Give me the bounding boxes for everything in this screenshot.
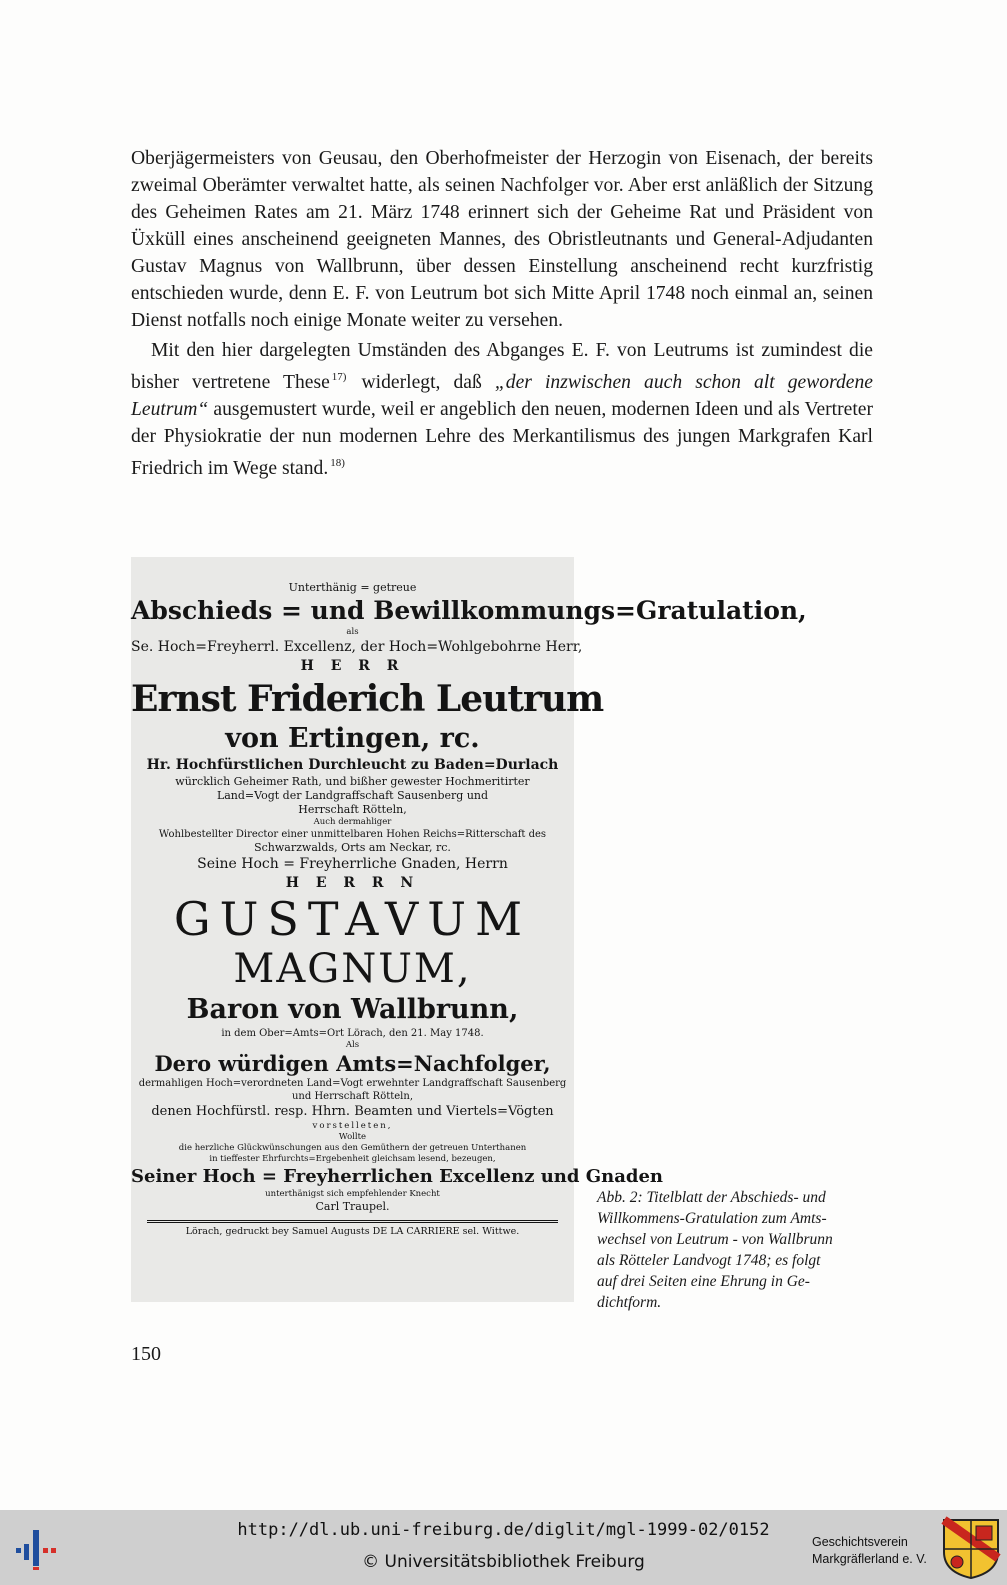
italic-quote: „der inzwischen auch schon alt gewordene Leutrum“ <box>131 372 873 420</box>
caption-line: dichtform. <box>597 1294 662 1311</box>
figure-line: und Herrschaft Rötteln, <box>291 1091 413 1102</box>
figure-line: denen Hochfürstl. resp. Hhrn. Beamten und Viertels=Vögten <box>151 1104 554 1119</box>
caption-line: wechsel von Leutrum - von Wallbrunn <box>597 1231 833 1248</box>
figure-line: die herzliche Glückwünschungen aus den Gemüthern der getreuen Unterthanen <box>178 1143 527 1153</box>
caption-line: auf drei Seiten eine Ehrung in Ge- <box>597 1273 810 1290</box>
figure-line: Se. Hoch=Freyherrl. Excellenz, der Hoch=Wohlgebohrne Herr, <box>131 639 583 655</box>
society-line-2: Markgräflerland e. V. <box>812 1552 927 1566</box>
page-number: 150 <box>131 1343 161 1365</box>
footer-bar <box>0 1510 1007 1585</box>
paragraph-2-part-c: ausgemustert wurde, weil er angeblich den neuen, modernen Ideen und als Vertreter der Physiokratie der nun modernen Lehre des Merkantilismus des jungen Markgrafen Karl Friedrich im Wege stand. <box>131 399 873 479</box>
coat-of-arms-icon <box>942 1518 1000 1580</box>
figure-line: GUSTAVUM <box>173 892 532 946</box>
paragraph-2-part-a: Mit den hier dargelegten Umständen des Abganges E. F. von Leutrums ist zumindest die bisher vertretene These <box>131 340 873 393</box>
figure-line: als <box>346 627 359 637</box>
figure-line: von Ertingen, rc. <box>225 723 480 754</box>
figure-line: Carl Traupel. <box>315 1200 390 1213</box>
figure-line: Seiner Hoch = Freyherrlichen Excellenz und Gnaden <box>131 1166 663 1187</box>
figure-line: Ernst Friderich Leutrum <box>131 678 604 720</box>
figure-line: vorstelleten, <box>312 1121 393 1131</box>
figure-line: Auch dermahliger <box>313 817 392 827</box>
figure-line: würcklich Geheimer Rath, und bißher gewester Hochmeritirter <box>175 775 530 788</box>
figure-line: Hr. Hochfürstlichen Durchleucht zu Baden=Durlach <box>146 757 559 773</box>
figure-line: unterthänigst sich empfehlender Knecht <box>265 1189 440 1199</box>
figure-line: H E R R N <box>285 875 420 891</box>
figure-line: H E R R <box>300 658 405 674</box>
figure-line: Wohlbestellter Director einer unmittelbaren Hohen Reichs=Ritterschaft des <box>158 829 547 840</box>
figure-line: Dero würdigen Amts=Nachfolger, <box>154 1051 551 1076</box>
figure-line: in tieffester Ehrfurchts=Ergebenheit gleichsam lesend, bezeugen, <box>209 1154 496 1164</box>
figure-caption <box>597 1187 873 1313</box>
figure-line: Baron von Wallbrunn, <box>186 994 519 1025</box>
figure-line: Unterthänig = getreue <box>288 581 417 594</box>
source-url[interactable]: http://dl.ub.uni-freiburg.de/diglit/mgl-1999-02/0152 <box>237 1520 770 1540</box>
footnote-ref-18: 18) <box>330 457 345 469</box>
figure-line: Als <box>345 1040 360 1050</box>
paragraph-2 <box>131 337 873 482</box>
copyright-notice: © Universitätsbibliothek Freiburg <box>362 1552 645 1572</box>
figure-rule <box>147 1220 558 1223</box>
society-line-1: Geschichtsverein <box>812 1535 908 1549</box>
paragraph-1: Oberjägermeisters von Geusau, den Oberhofmeister der Herzogin von Eisenach, der bereits zweimal Oberämter verwaltet hatte, als seinen Nachfolger vor. Aber erst anläßlich der Sitzung des Geheimen Rates am 21. März 1748 erinnert sich der Geheime Rat und Präsident von Üxküll eines anscheinend geeigneten Mannes, des Obristleutnants und General-Adjudanten Gustav Magnus von Wallbrunn, über dessen Einstellung anscheinend recht kurzfristig entschieden wurde, denn E. F. von Leutrum bot sich Mitte April 1748 noch einmal an, seinen Dienst notfalls noch einige Monate weiter zu versehen. <box>131 148 873 331</box>
figure-line: Schwarzwalds, Orts am Neckar, rc. <box>254 841 451 854</box>
caption-line: als Rötteler Landvogt 1748; es folgt <box>597 1252 821 1269</box>
figure-line: Wollte <box>338 1132 367 1142</box>
figure-line: Land=Vogt der Landgraffschaft Sausenberg und <box>216 789 489 802</box>
caption-line: Willkommens-Gratulation zum Amts- <box>597 1210 827 1227</box>
figure-line: dermahligen Hoch=verordneten Land=Vogt erwehnter Landgraffschaft Sausenberg <box>138 1078 567 1089</box>
figure-line: in dem Ober=Amts=Ort Lörach, den 21. May 1748. <box>221 1028 484 1039</box>
caption-line: Abb. 2: Titelblatt der Abschieds- und <box>597 1189 826 1206</box>
footnote-ref-17: 17) <box>331 371 347 383</box>
figure-line: MAGNUM, <box>233 946 472 992</box>
body-text <box>131 145 873 482</box>
society-name <box>812 1534 932 1568</box>
figure-line: Abschieds = und Bewillkommungs=Gratulation, <box>131 596 807 625</box>
figure-line: Seine Hoch = Freyherrliche Gnaden, Herrn <box>197 856 508 872</box>
paragraph-2-part-b: widerlegt, daß <box>361 372 482 393</box>
figure-line: Herrschaft Rötteln, <box>298 803 407 816</box>
figure-imprint: Lörach, gedruckt bey Samuel Augusts DE LA CARRIERE sel. Wittwe. <box>185 1226 520 1237</box>
